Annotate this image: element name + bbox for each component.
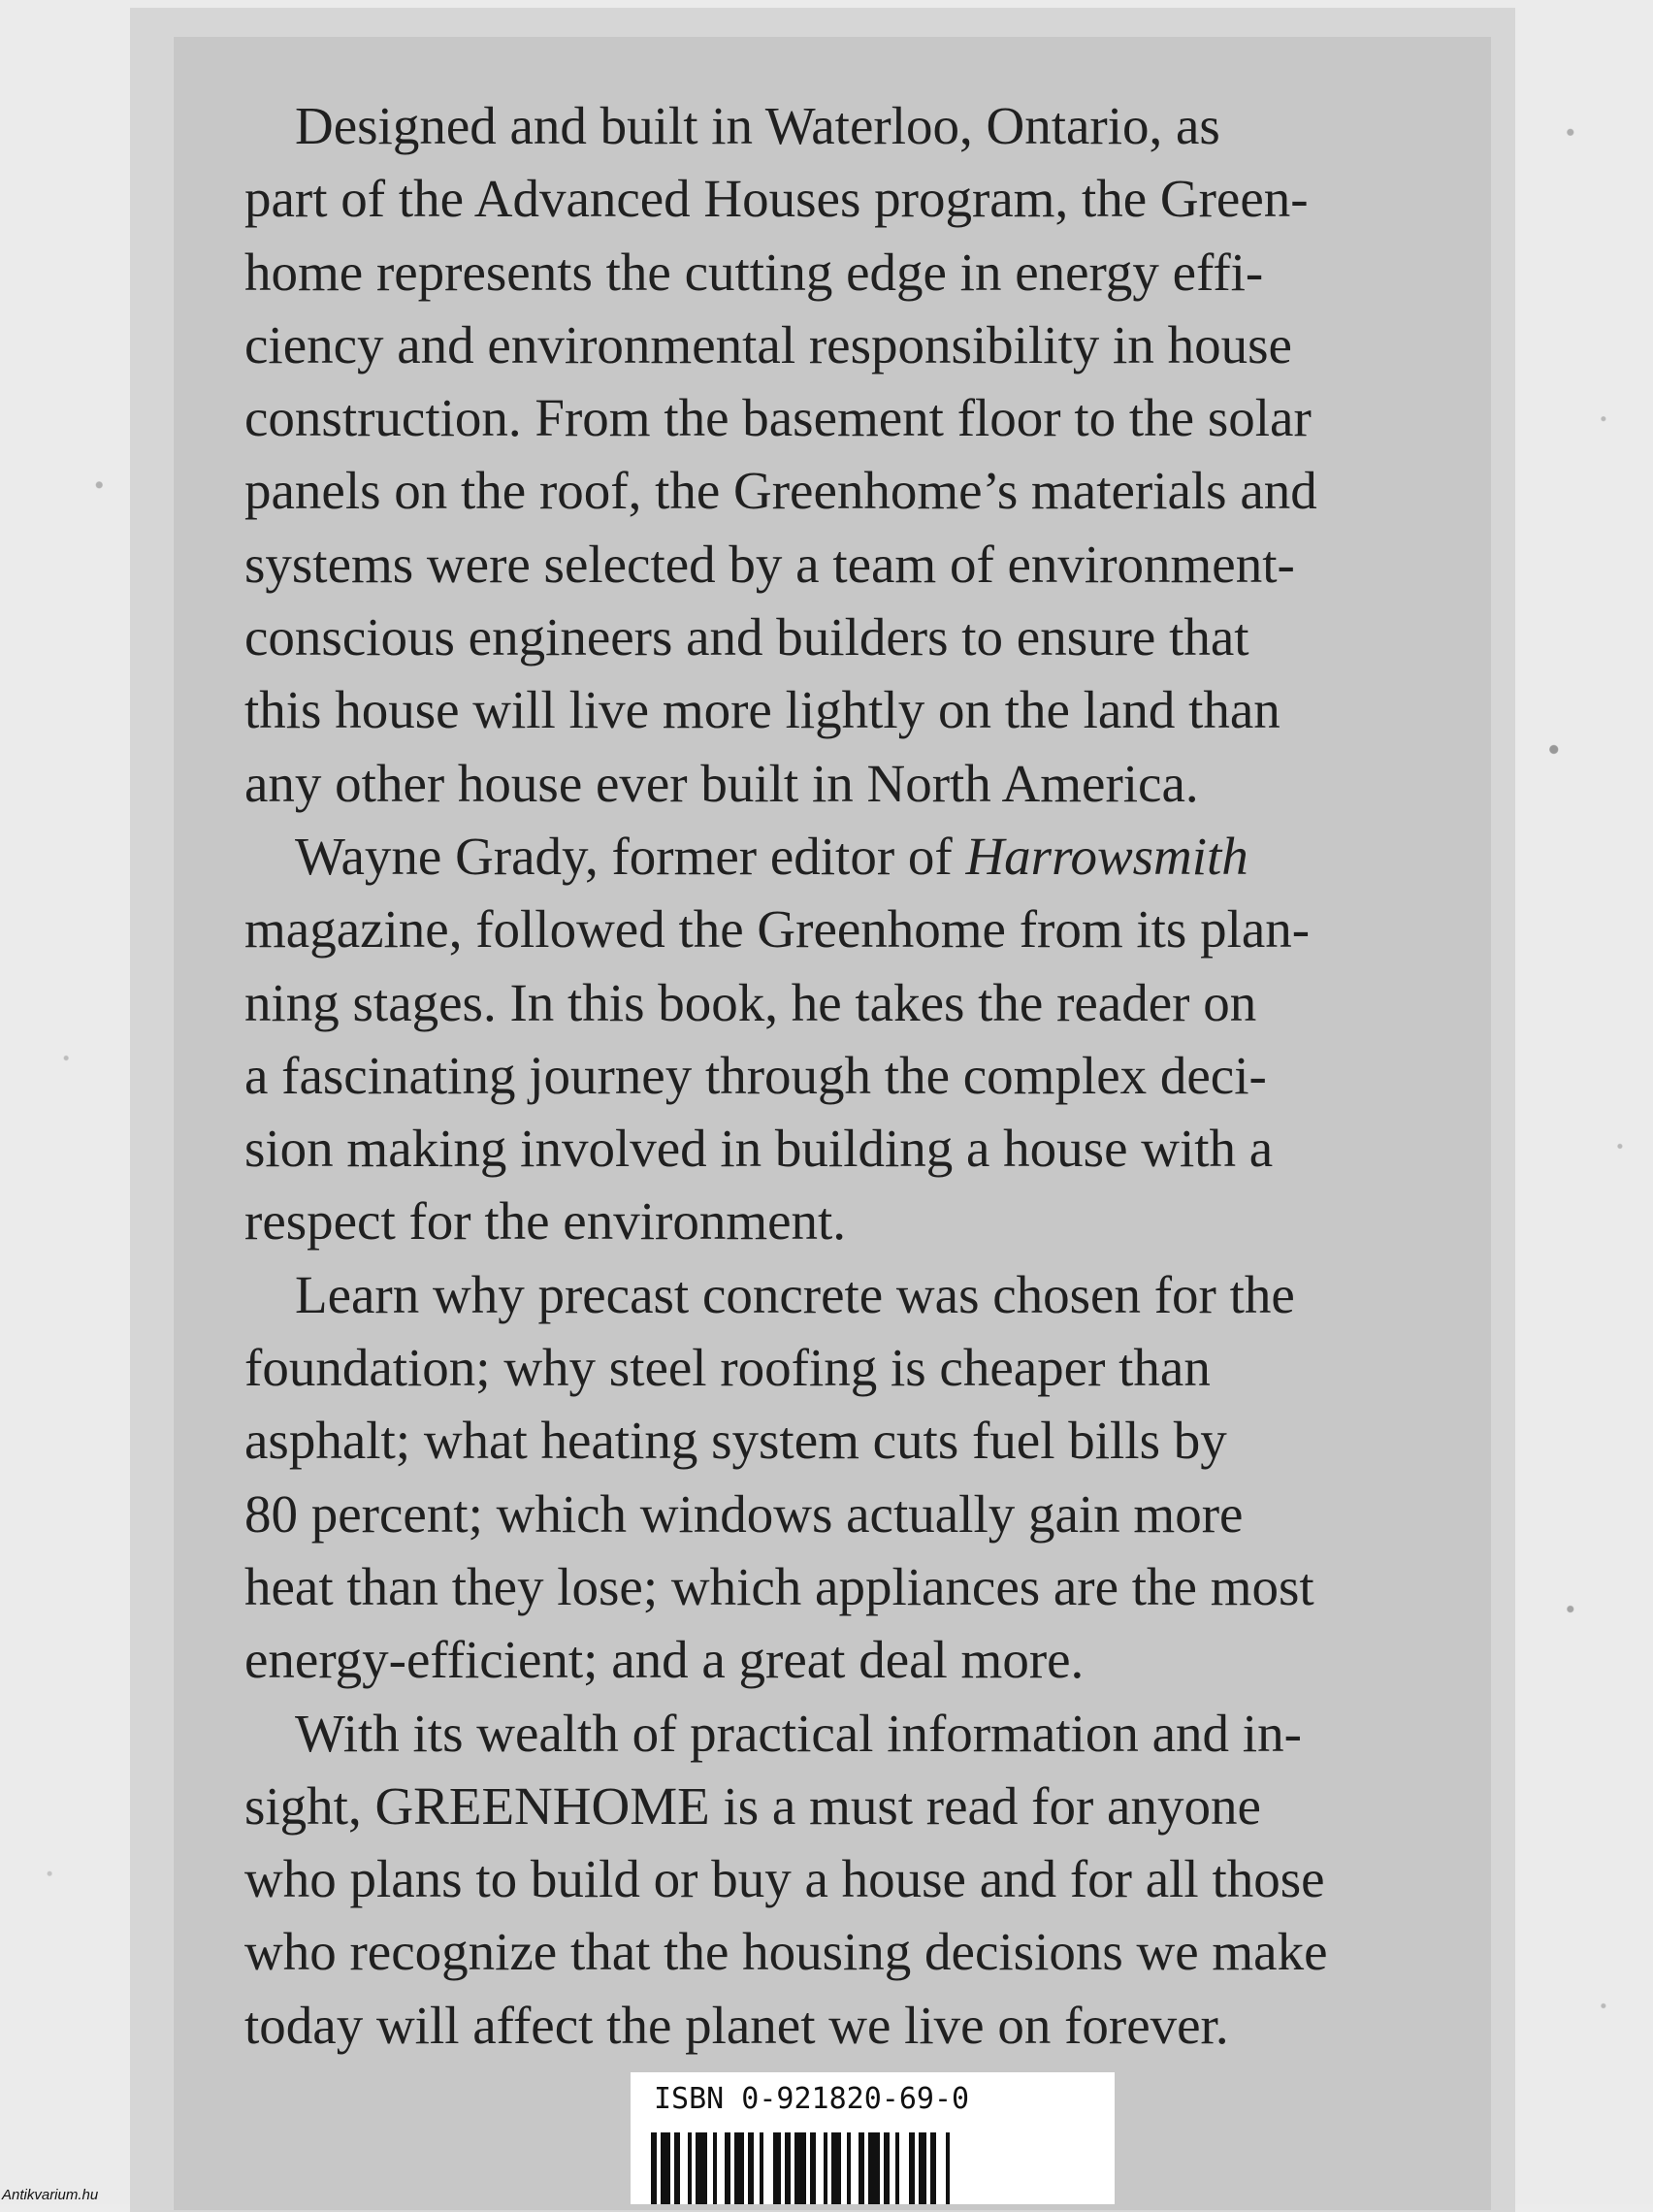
blurb-line: today will affect the planet we live on forever. <box>244 1995 1229 2055</box>
blurb-line: respect for the environment. <box>244 1191 847 1252</box>
blurb-line: Learn why precast concrete was chosen for the <box>295 1264 1295 1324</box>
blurb-paragraph-3 <box>244 1258 1432 1697</box>
barcode-bar <box>773 2132 781 2204</box>
barcode-bar <box>816 2132 824 2204</box>
blurb-line: this house will live more lightly on the land than <box>244 680 1280 740</box>
blurb-line: who recognize that the housing decisions we make <box>244 1922 1328 1982</box>
blurb-line: sion making involved in building a house with a <box>244 1119 1274 1179</box>
blurb-line: construction. From the basement floor to the solar <box>244 388 1312 448</box>
watermark-text: Antikvarium.hu <box>2 2187 99 2203</box>
back-cover-blurb <box>244 89 1432 2062</box>
isbn-barcode <box>631 2072 1115 2204</box>
blurb-line: magazine, followed the Greenhome from its plan- <box>244 899 1311 960</box>
blurb-line: part of the Advanced Houses program, the Green- <box>244 169 1309 229</box>
blurb-line: Designed and built in Waterloo, Ontario, as <box>295 96 1220 155</box>
barcode-bar <box>734 2132 744 2204</box>
blurb-line: asphalt; what heating system cuts fuel bills by <box>244 1411 1227 1471</box>
blurb-line: home represents the cutting edge in energy effi- <box>244 242 1264 302</box>
blurb-line: Wayne Grady, former editor of Harrowsmith <box>295 826 1248 886</box>
barcode-bar <box>936 2132 946 2204</box>
blurb-line: energy-efficient; and a great deal more. <box>244 1630 1085 1690</box>
barcode-bar <box>763 2132 773 2204</box>
barcode-bar <box>696 2132 707 2204</box>
blurb-line: a fascinating journey through the complex deci- <box>244 1045 1267 1105</box>
blurb-line: With its wealth of practical information and in- <box>295 1703 1302 1763</box>
blurb-paragraph-4 <box>244 1697 1432 2062</box>
blurb-paragraph-2 <box>244 820 1432 1258</box>
blurb-line: ning stages. In this book, he takes the reader on <box>244 972 1257 1032</box>
blurb-line: heat than they lose; which appliances are the most <box>244 1556 1314 1616</box>
barcode-bar <box>680 2132 688 2204</box>
barcode-bar <box>794 2132 806 2204</box>
blurb-line: who plans to build or buy a house and for all those <box>244 1849 1325 1909</box>
isbn-label: ISBN 0-921820-69-0 <box>654 2082 970 2116</box>
barcode-bar <box>831 2132 841 2204</box>
blurb-line: sight, GREENHOME is a must read for anyone <box>244 1775 1261 1836</box>
blurb-line: foundation; why steel roofing is cheaper than <box>244 1338 1211 1398</box>
blurb-line: ciency and environmental responsibility in house <box>244 314 1292 374</box>
barcode-bar <box>661 2132 670 2204</box>
blurb-line: conscious engineers and builders to ensure that <box>244 607 1249 667</box>
barcode-bar <box>919 2132 926 2204</box>
blurb-line: any other house ever built in North America. <box>244 753 1199 813</box>
barcode-bars <box>651 2132 1097 2204</box>
barcode-bar <box>950 2132 956 2204</box>
barcode-bar <box>868 2132 880 2204</box>
blurb-line: 80 percent; which windows actually gain more <box>244 1483 1244 1544</box>
barcode-bar <box>851 2132 859 2204</box>
barcode-bar <box>717 2132 725 2204</box>
blurb-paragraph-1 <box>244 89 1432 820</box>
barcode-bar <box>899 2132 909 2204</box>
blurb-line: systems were selected by a team of environment- <box>244 534 1295 594</box>
blurb-line: panels on the roof, the Greenhome’s materials and <box>244 461 1317 521</box>
